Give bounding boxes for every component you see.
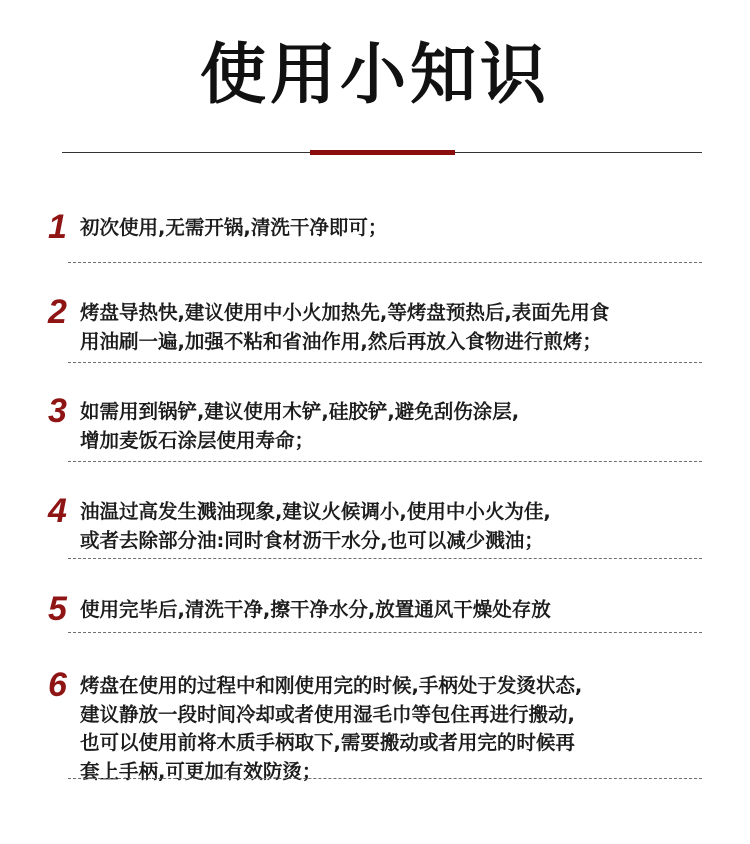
- tip-line: 或者去除部分油:同时食材沥干水分,也可以减少溅油；: [80, 528, 544, 552]
- page-title: 使用小知识: [200, 36, 550, 113]
- tip-text: [80, 214, 710, 243]
- tip-number: 3: [48, 392, 67, 430]
- tip-line: 初次使用,无需开锅,清洗干净即可；: [80, 216, 388, 239]
- tip-text: [80, 299, 710, 356]
- tip-line: 使用完毕后,清洗干净,擦干净水分,放置通风干燥处存放: [80, 598, 551, 621]
- title-divider-accent: [310, 150, 455, 155]
- tip-number: 6: [48, 666, 67, 704]
- tip-line: 增加麦饭石涂层使用寿命；: [80, 428, 315, 452]
- tip-line: 用油刷一遍,加强不粘和省油作用,然后再放入食物进行煎烤；: [80, 329, 602, 353]
- dashed-separator: [68, 362, 702, 363]
- tip-text: [80, 672, 710, 786]
- tip-text: [80, 398, 710, 455]
- tip-number: 1: [48, 208, 67, 246]
- tip-number: 4: [48, 492, 67, 530]
- tip-line: 套上手柄,可更加有效防烫；: [80, 759, 322, 783]
- tip-text: [80, 498, 710, 555]
- dashed-separator: [68, 558, 702, 559]
- tip-line: 如需用到锅铲,建议使用木铲,硅胶铲,避免刮伤涂层,: [80, 400, 520, 423]
- tip-number: 5: [48, 590, 67, 628]
- tip-line: 烤盘在使用的过程中和刚使用完的时候,手柄处于发烫状态,: [80, 674, 583, 697]
- tip-line: 也可以使用前将木质手柄取下,需要搬动或者用完的时候再: [80, 731, 575, 754]
- dashed-separator: [68, 778, 702, 779]
- tip-line: 建议静放一段时间冷却或者使用湿毛巾等包住再进行搬动,: [80, 702, 575, 726]
- tip-text: [80, 596, 710, 625]
- dashed-separator: [68, 461, 702, 462]
- dashed-separator: [68, 632, 702, 633]
- tip-line: 油温过高发生溅油现象,建议火候调小,使用中小火为佳,: [80, 500, 551, 523]
- tip-number: 2: [48, 293, 67, 331]
- dashed-separator: [68, 262, 702, 263]
- tip-line: 烤盘导热快,建议使用中小火加热先,等烤盘预热后,表面先用食: [80, 301, 610, 324]
